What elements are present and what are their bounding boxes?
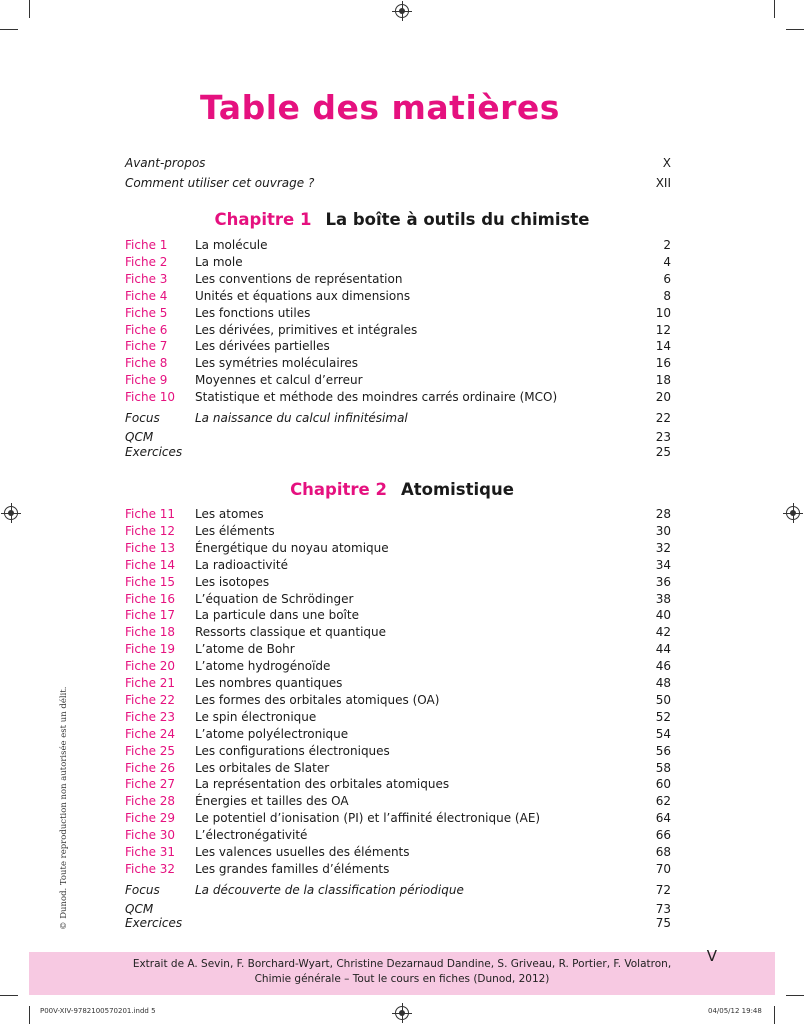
toc-entry-page: 30 [655, 523, 671, 538]
toc-entry-page: 25 [655, 444, 671, 459]
toc-entry-label: Fiche 8 [125, 356, 168, 371]
toc-entry-label: Exercices [125, 916, 183, 931]
toc-entry-label: Fiche 13 [125, 540, 176, 555]
toc-entry-label: Fiche 4 [125, 288, 168, 303]
toc-entry-label: QCM [125, 901, 154, 916]
toc-fiche-entry [125, 743, 671, 760]
toc-entry-page: 38 [655, 591, 671, 606]
toc-entry-page: 28 [655, 507, 671, 521]
toc-fiche-entry [125, 506, 671, 523]
toc-entry-page: 18 [655, 373, 671, 388]
toc-fiche-entry [125, 237, 671, 254]
toc-entry-page: 66 [655, 828, 671, 843]
toc-fiche-entry [125, 591, 671, 608]
toc-entry-page: 68 [655, 845, 671, 859]
chapter-number: Chapitre 2 [290, 480, 387, 499]
toc-fiche-entry [125, 844, 671, 861]
toc-entry-page: 36 [655, 574, 671, 589]
toc-entry-label: Fiche 11 [125, 507, 176, 521]
toc-entry-title: Unités et équations aux dimensions [195, 288, 411, 303]
toc-entry-label: Fiche 7 [125, 339, 168, 354]
chapter-2-heading [0, 480, 804, 499]
toc-entry-label: Fiche 25 [125, 743, 176, 758]
toc-focus-entry [125, 882, 671, 899]
toc-entry-label: Fiche 27 [125, 777, 176, 792]
toc-entry-label: Fiche 2 [125, 254, 168, 269]
crop-mark [774, 0, 775, 18]
toc-entry-title: L’atome hydrogénoïde [195, 659, 331, 674]
toc-focus-entry [125, 410, 671, 427]
toc-fiche-entry [125, 675, 671, 692]
toc-fiche-entry [125, 827, 671, 844]
chapter-number: Chapitre 1 [214, 210, 312, 229]
toc-fiche-entry [125, 355, 671, 372]
crop-mark [29, 1006, 30, 1024]
toc-entry-title: La découverte de la classification périodique [195, 882, 464, 897]
toc-entry-page: 8 [663, 288, 671, 303]
toc-entry-label: Fiche 22 [125, 692, 176, 707]
toc-entry-title: Ressorts classique et quantique [195, 625, 387, 640]
toc-entry-title: La représentation des orbitales atomiques [195, 777, 450, 792]
toc-entry-label: Fiche 16 [125, 591, 176, 606]
toc-entry-title: Les configurations électroniques [195, 743, 390, 758]
toc-entry-page: 22 [655, 411, 671, 425]
toc-entry-page: 42 [655, 625, 671, 640]
registration-mark-icon [786, 506, 800, 520]
toc-entry-title: Les éléments [195, 523, 275, 538]
toc-entry-label: Fiche 17 [125, 608, 176, 623]
toc-entry-page: 72 [655, 882, 671, 897]
toc-fiche-entry [125, 389, 671, 406]
toc-entry-page: 23 [655, 430, 671, 444]
toc-entry-page: 6 [663, 271, 671, 286]
toc-entry-label: Focus [125, 411, 160, 425]
toc-entry-label: Fiche 32 [125, 861, 176, 876]
toc-entry-title: La molécule [195, 238, 268, 252]
toc-fiche-entry [125, 523, 671, 540]
toc-entry-page: 54 [655, 726, 671, 741]
toc-entry-title: La naissance du calcul infinitésimal [195, 411, 408, 425]
toc-entry-title: La radioactivité [195, 557, 288, 572]
toc-fiche-entry [125, 574, 671, 591]
toc-entry-page: 62 [655, 794, 671, 809]
footer-credit-line-2: Chimie générale – Tout le cours en fiches (Dunod, 2012) [254, 973, 550, 985]
toc-entry-label: QCM [125, 430, 154, 444]
toc-entry-page: 40 [655, 608, 671, 623]
toc-entry-page: 64 [655, 811, 671, 826]
toc-entry-page: 12 [655, 322, 671, 337]
toc-entry-title: Les grandes familles d’éléments [195, 861, 390, 876]
crop-mark [786, 995, 804, 996]
toc-entry-title: Statistique et méthode des moindres carrés ordinaire (MCO) [195, 390, 558, 405]
toc-entry-label: Comment utiliser cet ouvrage ? [125, 176, 315, 190]
toc-entry-title: Les valences usuelles des éléments [195, 845, 410, 859]
toc-entry-label: Fiche 1 [125, 238, 168, 252]
slug-date: 04/05/12 19:48 [708, 1007, 762, 1015]
toc-entry-page: 14 [655, 339, 671, 354]
toc-entry-label: Fiche 26 [125, 760, 176, 775]
toc-fiche-entry [125, 624, 671, 641]
toc-fiche-entry [125, 726, 671, 743]
registration-mark-icon [395, 4, 409, 18]
registration-mark-icon [395, 1006, 409, 1020]
toc-entry-page: 52 [655, 709, 671, 724]
toc-entry-label: Fiche 28 [125, 794, 176, 809]
toc-fiche-entry [125, 254, 671, 271]
toc-entry-title: Le potentiel d’ionisation (PI) et l’affinité électronique (AE) [195, 811, 541, 826]
toc-exercices-entry [125, 915, 671, 932]
toc-entry-label: Focus [125, 882, 160, 897]
chapter-name: La boîte à outils du chimiste [325, 210, 590, 229]
toc-entry-page: 75 [655, 916, 671, 931]
slug-filename: P00V-XIV-9782100570201.indd 5 [40, 1007, 156, 1015]
toc-entry-title: La particule dans une boîte [195, 608, 359, 623]
toc-entry-title: Les atomes [195, 507, 264, 521]
toc-entry-page: 58 [655, 760, 671, 775]
toc-fiche-entry [125, 793, 671, 810]
toc-entry-page: 70 [655, 861, 671, 876]
toc-entry-comment-utiliser [125, 175, 671, 192]
toc-fiche-entry [125, 540, 671, 557]
toc-entry-label: Fiche 24 [125, 726, 176, 741]
toc-entry-title: L’atome de Bohr [195, 642, 295, 657]
toc-entry-label: Fiche 20 [125, 659, 176, 674]
toc-fiche-entry [125, 861, 671, 878]
toc-entry-label: Fiche 19 [125, 642, 176, 657]
crop-mark [786, 29, 804, 30]
toc-fiche-entry [125, 271, 671, 288]
toc-entry-label: Fiche 15 [125, 574, 176, 589]
toc-entry-label: Fiche 3 [125, 271, 168, 286]
toc-fiche-entry [125, 305, 671, 322]
toc-entry-title: Les conventions de représentation [195, 271, 403, 286]
toc-entry-title: Les dérivées, primitives et intégrales [195, 322, 418, 337]
toc-entry-label: Fiche 14 [125, 557, 176, 572]
registration-mark-icon [4, 506, 18, 520]
toc-fiche-entry [125, 338, 671, 355]
toc-entry-title: Énergies et tailles des OA [195, 794, 349, 809]
toc-entry-page: X [662, 156, 671, 170]
toc-entry-title: Les nombres quantiques [195, 676, 343, 690]
toc-entry-page: 50 [655, 692, 671, 707]
toc-entry-title: Les orbitales de Slater [195, 760, 330, 775]
copyright-side-note: © Dunod. Toute reproduction non autorisée est un délit. [59, 686, 69, 930]
toc-entry-label: Fiche 30 [125, 828, 176, 843]
toc-fiche-entry [125, 288, 671, 305]
toc-entry-label: Fiche 31 [125, 845, 176, 859]
toc-entry-label: Fiche 29 [125, 811, 176, 826]
toc-fiche-entry [125, 372, 671, 389]
toc-entry-page: 56 [655, 743, 671, 758]
toc-entry-page: XII [655, 176, 671, 190]
page-title: Table des matières [200, 88, 560, 127]
toc-entry-title: L’équation de Schrödinger [195, 591, 354, 606]
toc-entry-title: Le spin électronique [195, 709, 317, 724]
toc-entry-title: Les symétries moléculaires [195, 356, 359, 371]
footer-credit-line-1: Extrait de A. Sevin, F. Borchard-Wyart, Christine Dezarnaud Dandine, S. Griveau, R. Portier, F. Volatron, [132, 958, 672, 970]
toc-entry-label: Fiche 21 [125, 676, 176, 690]
toc-entry-label: Fiche 10 [125, 390, 176, 405]
toc-entry-page: 44 [655, 642, 671, 657]
toc-entry-page: 34 [655, 557, 671, 572]
toc-entry-page: 2 [663, 238, 671, 252]
toc-fiche-entry [125, 322, 671, 339]
toc-entry-title: Les dérivées partielles [195, 339, 330, 354]
crop-mark [0, 995, 18, 996]
toc-entry-title: L’atome polyélectronique [195, 726, 349, 741]
toc-fiche-entry [125, 776, 671, 793]
crop-mark [0, 29, 18, 30]
toc-entry-title: L’électronégativité [195, 828, 308, 843]
toc-entry-label: Fiche 6 [125, 322, 168, 337]
toc-entry-title: Moyennes et calcul d’erreur [195, 373, 363, 388]
toc-entry-page: 32 [655, 540, 671, 555]
toc-entry-page: 10 [655, 305, 671, 320]
toc-entry-title: Les formes des orbitales atomiques (OA) [195, 692, 440, 707]
toc-entry-page: 4 [663, 254, 671, 269]
toc-entry-label: Exercices [125, 444, 183, 459]
toc-fiche-entry [125, 692, 671, 709]
toc-entry-page: 73 [655, 901, 671, 916]
toc-fiche-entry [125, 641, 671, 658]
toc-fiche-entry [125, 810, 671, 827]
chapter-name: Atomistique [400, 480, 514, 499]
toc-entry-label: Fiche 9 [125, 373, 168, 388]
toc-entry-title: La mole [195, 254, 243, 269]
toc-entry-page: 20 [655, 390, 671, 405]
toc-entry-label: Avant-propos [125, 156, 206, 170]
crop-mark [774, 1006, 775, 1024]
toc-entry-page: 16 [655, 356, 671, 371]
toc-fiche-entry [125, 658, 671, 675]
toc-fiche-entry [125, 760, 671, 777]
toc-entry-label: Fiche 18 [125, 625, 176, 640]
toc-entry-title: Énergétique du noyau atomique [195, 540, 389, 555]
toc-entry-label: Fiche 23 [125, 709, 176, 724]
toc-fiche-entry [125, 709, 671, 726]
toc-entry-label: Fiche 5 [125, 305, 168, 320]
chapter-1-heading [0, 210, 804, 229]
crop-mark [29, 0, 30, 18]
toc-entry-title: Les isotopes [195, 574, 270, 589]
toc-entry-label: Fiche 12 [125, 523, 176, 538]
footer-credit [29, 957, 775, 987]
toc-entry-avant-propos [125, 155, 671, 172]
toc-entry-page: 48 [655, 676, 671, 690]
toc-fiche-entry [125, 607, 671, 624]
toc-entry-page: 46 [655, 659, 671, 674]
footer-band [29, 947, 775, 995]
toc-entry-title: Les fonctions utiles [195, 305, 311, 320]
page-number: V [706, 947, 717, 965]
toc-fiche-entry [125, 557, 671, 574]
toc-exercices-entry [125, 444, 671, 461]
toc-entry-page: 60 [655, 777, 671, 792]
